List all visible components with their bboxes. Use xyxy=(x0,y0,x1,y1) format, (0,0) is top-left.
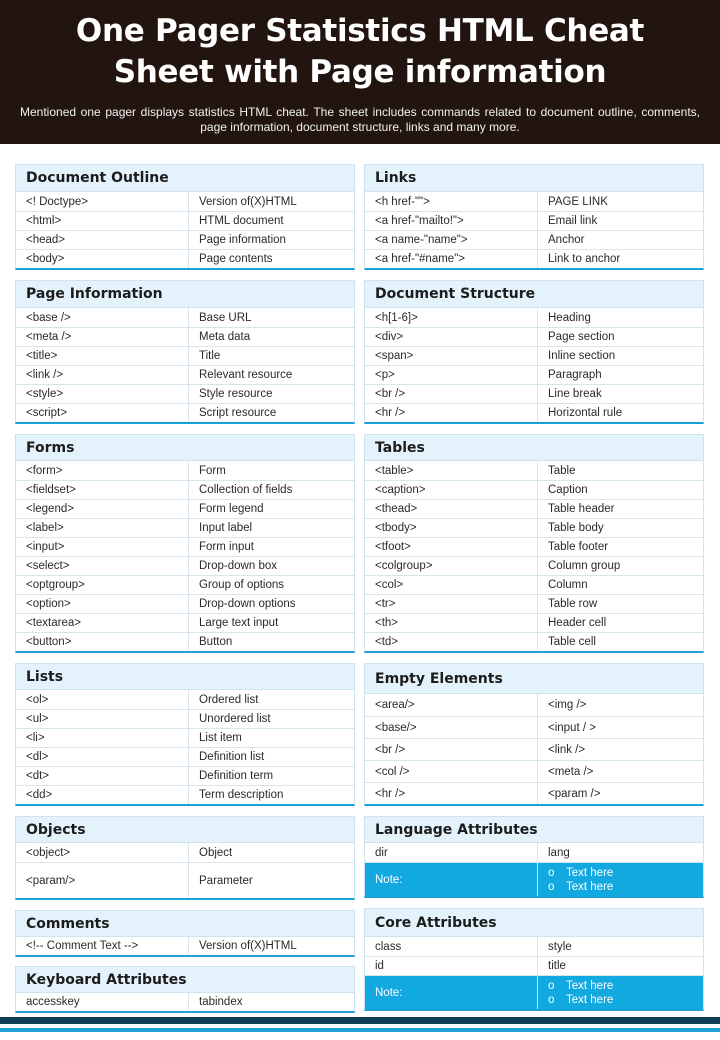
section-empty-elements xyxy=(364,663,704,806)
page-subtitle: Mentioned one pager displays statistics HTML cheat. The sheet includes commands related to document outline, comments, page information, document structure, links and many more. xyxy=(20,105,700,134)
tag-cell: <colgroup> xyxy=(365,557,538,575)
tag-cell: <fieldset> xyxy=(16,481,189,499)
note-item xyxy=(548,993,703,1007)
description-cell: Version of(X)HTML xyxy=(199,940,297,952)
description-cell: Script resource xyxy=(199,407,277,419)
tag-cell: <hr /> xyxy=(365,404,538,422)
table-row xyxy=(365,192,703,211)
section-title: Links xyxy=(365,165,703,192)
table-row xyxy=(16,327,354,346)
section-title: Objects xyxy=(16,817,354,843)
note-item-text: Text here xyxy=(566,993,614,1006)
description-cell: Collection of fields xyxy=(199,484,293,496)
note-list xyxy=(538,863,703,896)
description-cell: style xyxy=(548,940,572,953)
tag-cell: <td> xyxy=(365,633,538,651)
table-row xyxy=(16,461,354,480)
table-row xyxy=(16,346,354,365)
description-cell: Input label xyxy=(199,522,253,534)
tag-cell: <! Doctype> xyxy=(16,192,189,211)
description-cell: Unordered list xyxy=(199,713,271,725)
description-cell: Column xyxy=(548,579,588,591)
description-cell: Table body xyxy=(548,522,604,534)
description-cell: Email link xyxy=(548,215,598,227)
note-label: Note: xyxy=(365,863,538,896)
table-row xyxy=(16,937,354,955)
section-language-attributes xyxy=(364,816,704,898)
section-rows xyxy=(365,694,703,804)
tag-cell: <link /> xyxy=(16,366,189,384)
table-row xyxy=(16,230,354,249)
table-row xyxy=(365,365,703,384)
section-rows xyxy=(365,192,703,268)
tag-cell: <form> xyxy=(16,461,189,480)
table-row xyxy=(16,211,354,230)
description-cell: PAGE LINK xyxy=(548,195,608,208)
tag-cell: <body> xyxy=(16,250,189,268)
description-cell: Form xyxy=(199,464,226,477)
description-cell: Heading xyxy=(548,311,591,324)
tag-cell: <th> xyxy=(365,614,538,632)
description-cell: Table xyxy=(548,464,576,477)
tag-cell: <br /> xyxy=(365,739,538,760)
section-rows xyxy=(16,690,354,804)
tag-cell: <area/> xyxy=(365,694,538,716)
description-cell: Large text input xyxy=(199,617,279,629)
left-column xyxy=(15,164,355,1013)
tag-cell: <title> xyxy=(16,347,189,365)
description-cell: Term description xyxy=(199,789,284,801)
description-cell: Line break xyxy=(548,388,602,400)
bullet-icon: o xyxy=(548,866,555,879)
tag-cell: <dd> xyxy=(16,786,189,804)
section-title: Core Attributes xyxy=(365,909,703,937)
table-row xyxy=(16,766,354,785)
tag-cell: <div> xyxy=(365,328,538,346)
section-core-attributes xyxy=(364,908,704,1011)
tag-cell: <style> xyxy=(16,385,189,403)
table-row xyxy=(365,782,703,804)
tag-cell: <a href-"#name"> xyxy=(365,250,538,268)
section-rows xyxy=(16,843,354,898)
description-cell: Table footer xyxy=(548,541,609,553)
table-row xyxy=(16,518,354,537)
description-cell: Parameter xyxy=(199,874,253,887)
table-row xyxy=(16,192,354,211)
description-cell: HTML document xyxy=(199,215,284,227)
section-title: Language Attributes xyxy=(365,817,703,843)
table-row xyxy=(365,738,703,760)
note-item-text: Text here xyxy=(566,979,614,992)
section-rows xyxy=(365,461,703,651)
tag-cell: <select> xyxy=(16,557,189,575)
table-row xyxy=(16,308,354,327)
description-cell: Group of options xyxy=(199,579,285,591)
section-tables xyxy=(364,434,704,653)
tag-cell: class xyxy=(365,937,538,956)
section-forms xyxy=(15,434,355,653)
description-cell: <param /> xyxy=(548,787,601,800)
note-row xyxy=(365,975,703,1009)
table-row xyxy=(365,480,703,499)
section-rows xyxy=(16,308,354,422)
description-cell: Button xyxy=(199,636,233,648)
note-label: Note: xyxy=(365,976,538,1009)
table-row xyxy=(365,716,703,738)
description-cell: Form input xyxy=(199,541,254,553)
section-document-outline xyxy=(15,164,355,270)
tag-cell: <tfoot> xyxy=(365,538,538,556)
tag-cell: <legend> xyxy=(16,500,189,518)
table-row xyxy=(16,690,354,709)
description-cell: Column group xyxy=(548,560,621,572)
tag-cell: <col> xyxy=(365,576,538,594)
tag-cell: <optgroup> xyxy=(16,576,189,594)
section-rows xyxy=(16,192,354,268)
description-cell: Paragraph xyxy=(548,369,602,381)
description-cell: Drop-down options xyxy=(199,598,296,610)
description-cell: Relevant resource xyxy=(199,369,293,381)
tag-cell: <html> xyxy=(16,212,189,230)
description-cell: Object xyxy=(199,846,233,859)
description-cell: Inline section xyxy=(548,350,616,362)
section-rows xyxy=(365,308,703,422)
section-links xyxy=(364,164,704,270)
section-title: Lists xyxy=(16,664,354,690)
page-title: One Pager Statistics HTML Cheat Sheet with Page information xyxy=(75,13,645,90)
table-row xyxy=(16,249,354,268)
description-cell: <link /> xyxy=(548,743,586,756)
table-row xyxy=(365,594,703,613)
table-row xyxy=(365,575,703,594)
tag-cell: dir xyxy=(365,843,538,862)
description-cell: title xyxy=(548,960,566,972)
table-row xyxy=(16,403,354,422)
table-row xyxy=(365,211,703,230)
tag-cell: <tr> xyxy=(365,595,538,613)
tag-cell: accesskey xyxy=(16,993,189,1011)
section-title: Forms xyxy=(16,435,354,461)
footer-band-blue xyxy=(0,1028,720,1032)
description-cell: Link to anchor xyxy=(548,253,621,265)
section-rows xyxy=(16,937,354,955)
description-cell: Anchor xyxy=(548,234,585,246)
tag-cell: <li> xyxy=(16,729,189,747)
table-row xyxy=(16,594,354,613)
tag-cell: <button> xyxy=(16,633,189,651)
tag-cell: <ol> xyxy=(16,690,189,709)
description-cell: Table header xyxy=(548,503,615,515)
description-cell: <img /> xyxy=(548,699,587,711)
table-row xyxy=(365,556,703,575)
table-row xyxy=(365,327,703,346)
tag-cell: <br /> xyxy=(365,385,538,403)
table-row xyxy=(365,346,703,365)
table-row xyxy=(16,709,354,728)
table-row xyxy=(365,499,703,518)
table-row xyxy=(365,613,703,632)
bullet-icon: o xyxy=(548,979,555,992)
description-cell: Definition term xyxy=(199,770,274,782)
table-row xyxy=(365,956,703,975)
tag-cell: <param/> xyxy=(16,863,189,898)
header-banner xyxy=(0,0,720,144)
tag-cell: <hr /> xyxy=(365,783,538,804)
section-title: Empty Elements xyxy=(365,664,703,694)
description-cell: lang xyxy=(548,846,570,859)
table-row xyxy=(365,843,703,862)
description-cell: Form legend xyxy=(199,503,264,515)
table-row xyxy=(16,365,354,384)
tag-cell: <base /> xyxy=(16,308,189,327)
section-comments xyxy=(15,910,355,957)
section-document-structure xyxy=(364,280,704,424)
tag-cell: <col /> xyxy=(365,761,538,782)
description-cell: Drop-down box xyxy=(199,560,277,572)
note-list xyxy=(538,976,703,1009)
table-row xyxy=(16,480,354,499)
table-row xyxy=(16,785,354,804)
description-cell: Table cell xyxy=(548,636,596,648)
description-cell: Page information xyxy=(199,234,286,246)
tag-cell: <a href-"mailto!"> xyxy=(365,212,538,230)
description-cell: Style resource xyxy=(199,388,273,400)
bullet-icon: o xyxy=(548,993,555,1006)
tag-cell: <!-- Comment Text --> xyxy=(16,937,189,955)
tag-cell: <input> xyxy=(16,538,189,556)
description-cell: Table row xyxy=(548,598,598,610)
table-row xyxy=(16,499,354,518)
tag-cell: id xyxy=(365,957,538,975)
description-cell: Definition list xyxy=(199,751,265,763)
tag-cell: <h href-""> xyxy=(365,192,538,211)
tag-cell: <dl> xyxy=(16,748,189,766)
note-item xyxy=(548,979,703,993)
tag-cell: <meta /> xyxy=(16,328,189,346)
section-page-information xyxy=(15,280,355,424)
description-cell: <meta /> xyxy=(548,765,594,778)
tag-cell: <thead> xyxy=(365,500,538,518)
table-row xyxy=(16,632,354,651)
section-rows xyxy=(365,937,703,975)
note-item-text: Text here xyxy=(566,880,614,893)
table-row xyxy=(16,728,354,747)
table-row xyxy=(16,556,354,575)
description-cell: Version of(X)HTML xyxy=(199,195,297,208)
section-lists xyxy=(15,663,355,806)
table-row xyxy=(365,384,703,403)
tag-cell: <a name-"name"> xyxy=(365,231,538,249)
table-row xyxy=(16,613,354,632)
tag-cell: <table> xyxy=(365,461,538,480)
tag-cell: <span> xyxy=(365,347,538,365)
tag-cell: <tbody> xyxy=(365,519,538,537)
note-item xyxy=(548,866,703,880)
tag-cell: <dt> xyxy=(16,767,189,785)
table-row xyxy=(365,632,703,651)
tag-cell: <h[1-6]> xyxy=(365,308,538,327)
section-title: Tables xyxy=(365,435,703,461)
tag-cell: <ul> xyxy=(16,710,189,728)
footer-band-dark xyxy=(0,1017,720,1024)
table-row xyxy=(16,843,354,862)
section-rows xyxy=(16,993,354,1011)
description-cell: Page section xyxy=(548,331,615,343)
section-objects xyxy=(15,816,355,900)
section-title: Comments xyxy=(16,911,354,937)
tag-cell: <option> xyxy=(16,595,189,613)
description-cell: tabindex xyxy=(199,996,243,1008)
table-row xyxy=(365,249,703,268)
table-row xyxy=(365,537,703,556)
description-cell: Meta data xyxy=(199,331,251,343)
section-rows xyxy=(16,461,354,651)
table-row xyxy=(16,384,354,403)
description-cell: Caption xyxy=(548,484,588,496)
section-title: Keyboard Attributes xyxy=(16,967,354,993)
note-row xyxy=(365,862,703,896)
tag-cell: <script> xyxy=(16,404,189,422)
note-item-text: Text here xyxy=(566,866,614,879)
description-cell: <input / > xyxy=(548,721,596,734)
table-row xyxy=(365,760,703,782)
tag-cell: <caption> xyxy=(365,481,538,499)
tag-cell: <base/> xyxy=(365,717,538,738)
description-cell: Page contents xyxy=(199,253,273,265)
description-cell: Title xyxy=(199,350,221,362)
description-cell: List item xyxy=(199,732,242,744)
table-row xyxy=(365,230,703,249)
tag-cell: <textarea> xyxy=(16,614,189,632)
table-row xyxy=(365,461,703,480)
table-row xyxy=(16,537,354,556)
bullet-icon: o xyxy=(548,880,555,893)
table-row xyxy=(365,937,703,956)
table-row xyxy=(365,694,703,716)
tag-cell: <p> xyxy=(365,366,538,384)
table-row xyxy=(16,747,354,766)
tag-cell: <label> xyxy=(16,519,189,537)
table-row xyxy=(16,993,354,1011)
tag-cell: <head> xyxy=(16,231,189,249)
description-cell: Base URL xyxy=(199,311,252,324)
table-row xyxy=(16,575,354,594)
section-title: Page Information xyxy=(16,281,354,308)
table-row xyxy=(365,518,703,537)
section-title: Document Outline xyxy=(16,165,354,192)
description-cell: Header cell xyxy=(548,617,607,629)
description-cell: Ordered list xyxy=(199,693,259,706)
description-cell: Horizontal rule xyxy=(548,407,623,419)
table-row xyxy=(365,308,703,327)
right-column xyxy=(364,164,704,1011)
section-rows xyxy=(365,843,703,862)
section-title: Document Structure xyxy=(365,281,703,308)
section-keyboard-attributes xyxy=(15,966,355,1013)
note-item xyxy=(548,880,703,894)
table-row xyxy=(16,862,354,898)
table-row xyxy=(365,403,703,422)
tag-cell: <object> xyxy=(16,843,189,862)
